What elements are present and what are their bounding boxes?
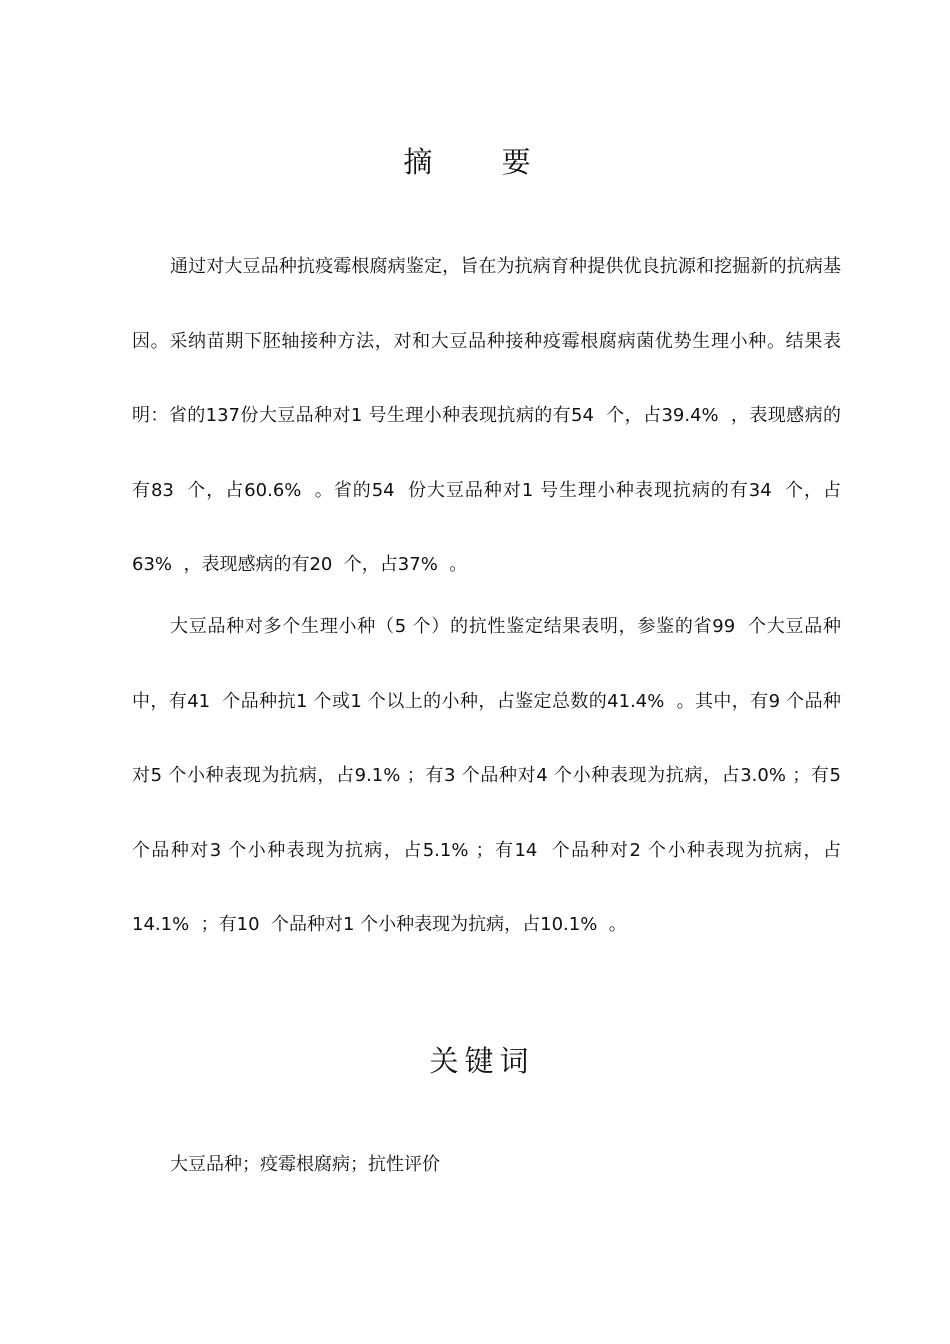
abstract-paragraph-2: 大豆品种对多个生理小种（5 个）的抗性鉴定结果表明，参鉴的省99 个大豆品种中，有41 个品种抗1 个或1 个以上的小种，占鉴定总数的41.4% 。其中，有9 个品种对5 个小种表现为抗病，占9.1% ；有3 个品种对4 个小种表现为抗病，占3.0% ；有5 个品种对3 个小种表现为抗病，占5.1% ；有14 个品种对2 个小种表现为抗病，占14.1% ；有10 个品种对1 个小种表现为抗病，占10.1% 。 [132, 616, 847, 935]
keywords-text: 大豆品种；疫霉根腐病；抗性评价 [170, 1154, 440, 1175]
abstract-heading: 摘 要 [403, 145, 561, 179]
keywords-heading: 关键词 [429, 1044, 535, 1078]
abstract-paragraph-1: 通过对大豆品种抗疫霉根腐病鉴定，旨在为抗病育种提供优良抗源和挖掘新的抗病基因。采纳苗期下胚轴接种方法，对和大豆品种接种疫霉根腐病菌优势生理小种。结果表明：省的137份大豆品种对1 号生理小种表现抗病的有54 个，占39.4% ，表现感病的有83 个，占60.6% 。省的54 份大豆品种对1 号生理小种表现抗病的有34 个，占63% ，表现感病的有20 个，占37% 。 [132, 256, 841, 575]
